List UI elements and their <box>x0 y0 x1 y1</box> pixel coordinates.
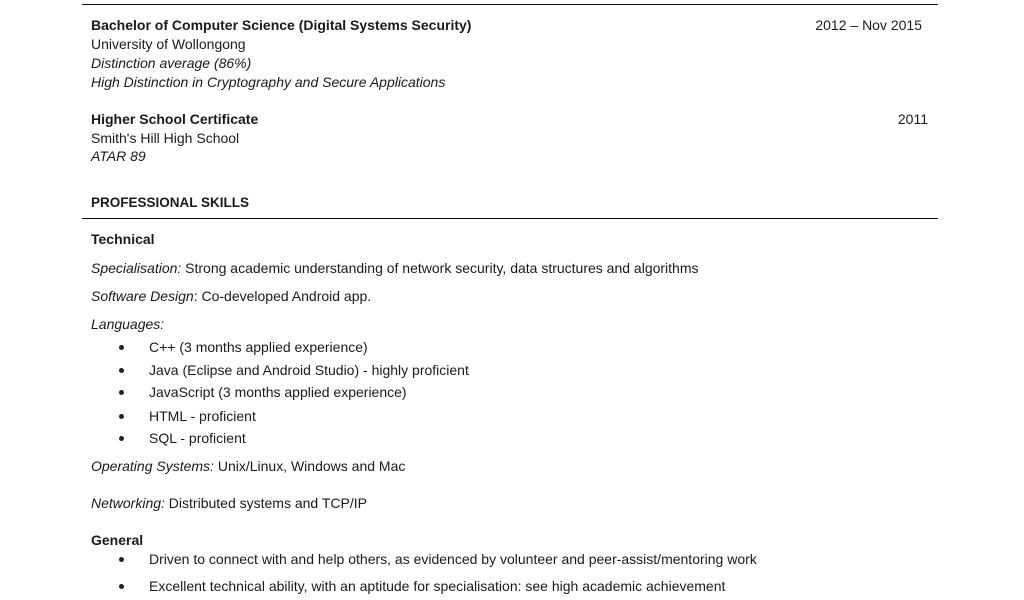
bullet-icon <box>119 368 124 373</box>
degree-title: Bachelor of Computer Science (Digital Systems Security) <box>91 17 472 33</box>
bullet-icon <box>119 345 124 350</box>
skill-languages-label: Languages: <box>91 316 165 332</box>
skill-label: Specialisation: <box>91 260 182 276</box>
skill-networking <box>91 494 367 512</box>
skill-label: Networking: <box>91 495 165 511</box>
bullet-icon <box>119 436 124 441</box>
bullet-icon <box>119 584 124 589</box>
institution: University of Wollongong <box>91 36 246 52</box>
skill-label: Operating Systems: <box>91 458 214 474</box>
bullet-icon <box>119 390 124 395</box>
bullet-icon <box>119 414 124 419</box>
degree-date: 2011 <box>897 111 928 127</box>
degree-note: ATAR 89 <box>91 148 146 164</box>
skill-text: Strong academic understanding of network security, data structures and algorithms <box>181 260 699 276</box>
skills-divider <box>82 218 938 219</box>
institution: Smith's Hill High School <box>91 130 240 146</box>
section-heading-skills: PROFESSIONAL SKILLS <box>91 195 250 210</box>
subheading-general: General <box>91 532 144 548</box>
skill-text: Unix/Linux, Windows and Mac <box>213 458 406 474</box>
degree-title: Higher School Certificate <box>91 111 259 127</box>
skill-operating-systems <box>91 457 405 475</box>
skill-text: : Co-developed Android app. <box>193 288 372 304</box>
degree-note: Distinction average (86%) <box>91 55 252 71</box>
skill-specialisation <box>91 259 699 277</box>
degree-date: 2012 – Nov 2015 <box>815 17 922 33</box>
subheading-technical: Technical <box>91 231 155 247</box>
bullet-icon <box>119 557 124 562</box>
skill-label: Software Design <box>91 288 194 304</box>
skill-software-design <box>91 287 371 305</box>
skill-text: Distributed systems and TCP/IP <box>164 495 367 511</box>
top-divider <box>82 4 938 5</box>
degree-note: High Distinction in Cryptography and Secure Applications <box>91 74 446 90</box>
